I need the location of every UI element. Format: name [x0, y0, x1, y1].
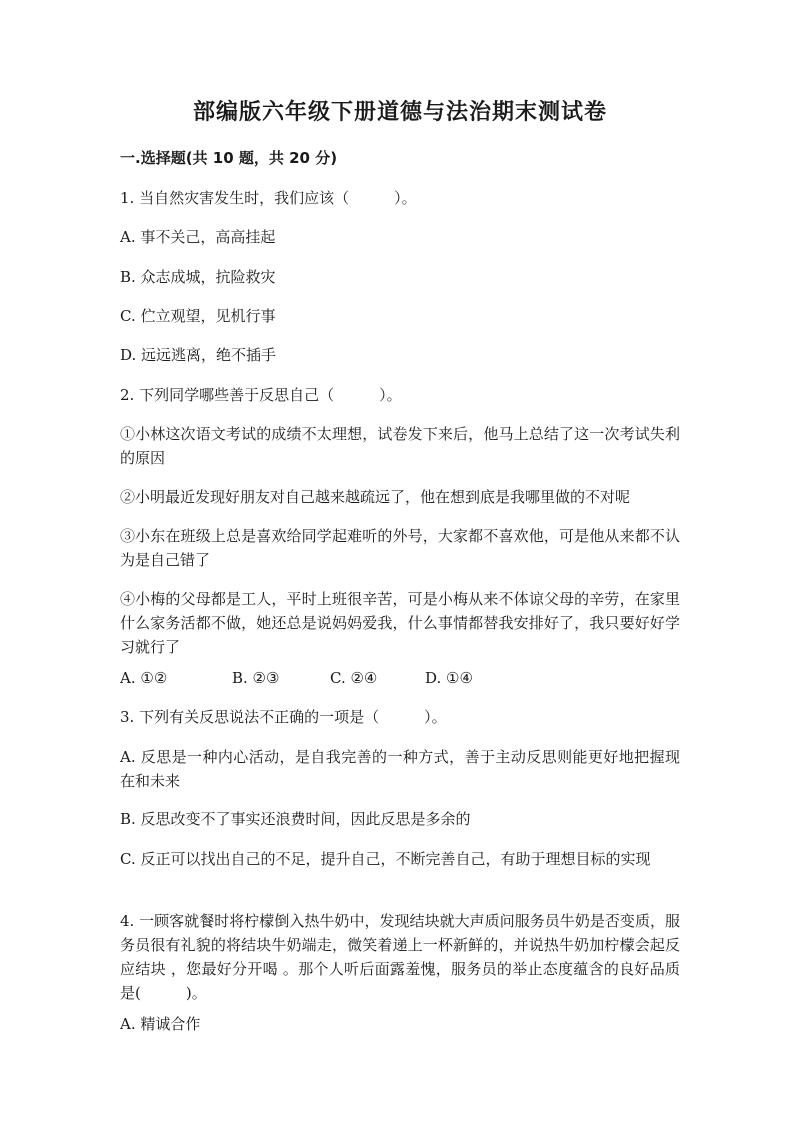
question-2-option-b: B. ②③	[232, 669, 280, 687]
question-1-stem: 1. 当自然灾害发生时，我们应该（ ）。	[120, 189, 417, 207]
page-title: 部编版六年级下册道德与法治期末测试卷	[192, 100, 607, 125]
section-heading: 一.选择题(共 10 题，共 20 分)	[120, 149, 338, 167]
question-2-option-a: A. ①②	[120, 669, 168, 687]
question-1-option-b: B. 众志成城，抗险救灾	[120, 268, 276, 286]
question-4-option-a: A. 精诚合作	[120, 1015, 201, 1033]
question-2-stem: 2. 下列同学哪些善于反思自己（ ）。	[120, 386, 402, 404]
question-4-stem: 4. 一顾客就餐时将柠檬倒入热牛奶中，发现结块就大声质问服务员牛奶是否变质，服务员很有礼貌的将结块牛奶端走，微笑着递上一杯新鲜的，并说热牛奶加柠檬会起反应结块 ，您最好分开喝 。那个人听后面露羞愧，服务员的举止态度蕴含的良好品质是( )。	[120, 912, 680, 1002]
question-1-option-c: C. 伫立观望，见机行事	[120, 307, 276, 325]
question-2-option-d: D. ①④	[425, 669, 473, 687]
question-1-option-d: D. 远远逃离，绝不插手	[120, 346, 277, 364]
question-3-stem: 3. 下列有关反思说法不正确的一项是（ ）。	[120, 708, 447, 726]
question-2-item-1: ①小林这次语文考试的成绩不太理想，试卷发下来后，他马上总结了这一次考试失利的原因	[120, 425, 680, 467]
question-2-item-2: ②小明最近发现好朋友对自己越来越疏远了，他在想到底是我哪里做的不对呢	[120, 488, 631, 506]
question-2-item-3: ③小东在班级上总是喜欢给同学起难听的外号，大家都不喜欢他，可是他从来都不认为是自己错了	[120, 527, 680, 569]
question-2-item-4: ④小梅的父母都是工人，平时上班很辛苦，可是小梅从来不体谅父母的辛劳，在家里什么家务活都不做，她还总是说妈妈爱我，什么事情都替我安排好了，我只要好好学习就行了	[120, 590, 680, 656]
question-3-option-a: A. 反思是一种内心活动，是自我完善的一种方式，善于主动反思则能更好地把握现在和未来	[120, 748, 680, 790]
question-3-option-c: C. 反正可以找出自己的不足，提升自己，不断完善自己，有助于理想目标的实现	[120, 850, 651, 868]
question-3-option-b: B. 反思改变不了事实还浪费时间，因此反思是多余的	[120, 810, 471, 828]
question-1-option-a: A. 事不关己，高高挂起	[120, 228, 276, 246]
question-2-option-c: C. ②④	[330, 669, 378, 687]
